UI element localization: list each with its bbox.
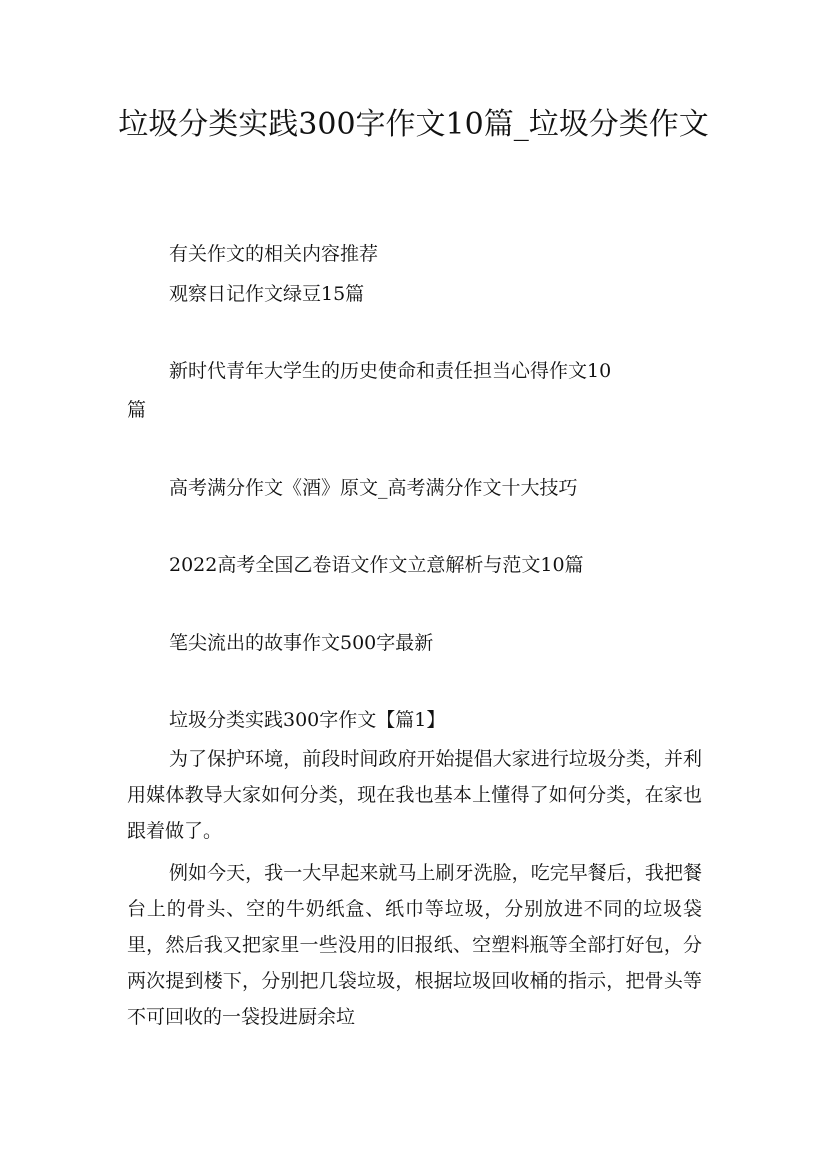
body-paragraph: 例如今天，我一大早起来就马上刷牙洗脸，吃完早餐后，我把餐台上的骨头、空的牛奶纸盒、纸巾等垃圾，分别放进不同的垃圾袋里，然后我又把家里一些没用的旧报纸、空塑料瓶等全部打好包，分两次提到楼下，分别把几袋垃圾，根据垃圾回收桶的指示，把骨头等不可回收的一袋投进厨余垃 bbox=[127, 862, 702, 1028]
recommendation-link-continued[interactable]: 篇 bbox=[127, 399, 147, 421]
document-title: 垃圾分类实践300字作文10篇_垃圾分类作文 bbox=[118, 107, 709, 142]
recommend-heading: 有关作文的相关内容推荐 bbox=[169, 243, 379, 265]
recommendation-link[interactable]: 观察日记作文绿豆15篇 bbox=[169, 283, 365, 305]
recommendation-link[interactable]: 高考满分作文《酒》原文_高考满分作文十大技巧 bbox=[169, 477, 578, 499]
section-heading: 垃圾分类实践300字作文【篇1】 bbox=[169, 709, 446, 731]
body-paragraph: 为了保护环境，前段时间政府开始提倡大家进行垃圾分类，并利用媒体教导大家如何分类，现在我也基本上懂得了如何分类，在家也跟着做了。 bbox=[127, 748, 702, 842]
recommendation-link[interactable]: 笔尖流出的故事作文500字最新 bbox=[169, 632, 434, 654]
recommendation-link[interactable]: 新时代青年大学生的历史使命和责任担当心得作文10 bbox=[169, 360, 612, 382]
recommendation-link[interactable]: 2022高考全国乙卷语文作文立意解析与范文10篇 bbox=[169, 554, 584, 576]
